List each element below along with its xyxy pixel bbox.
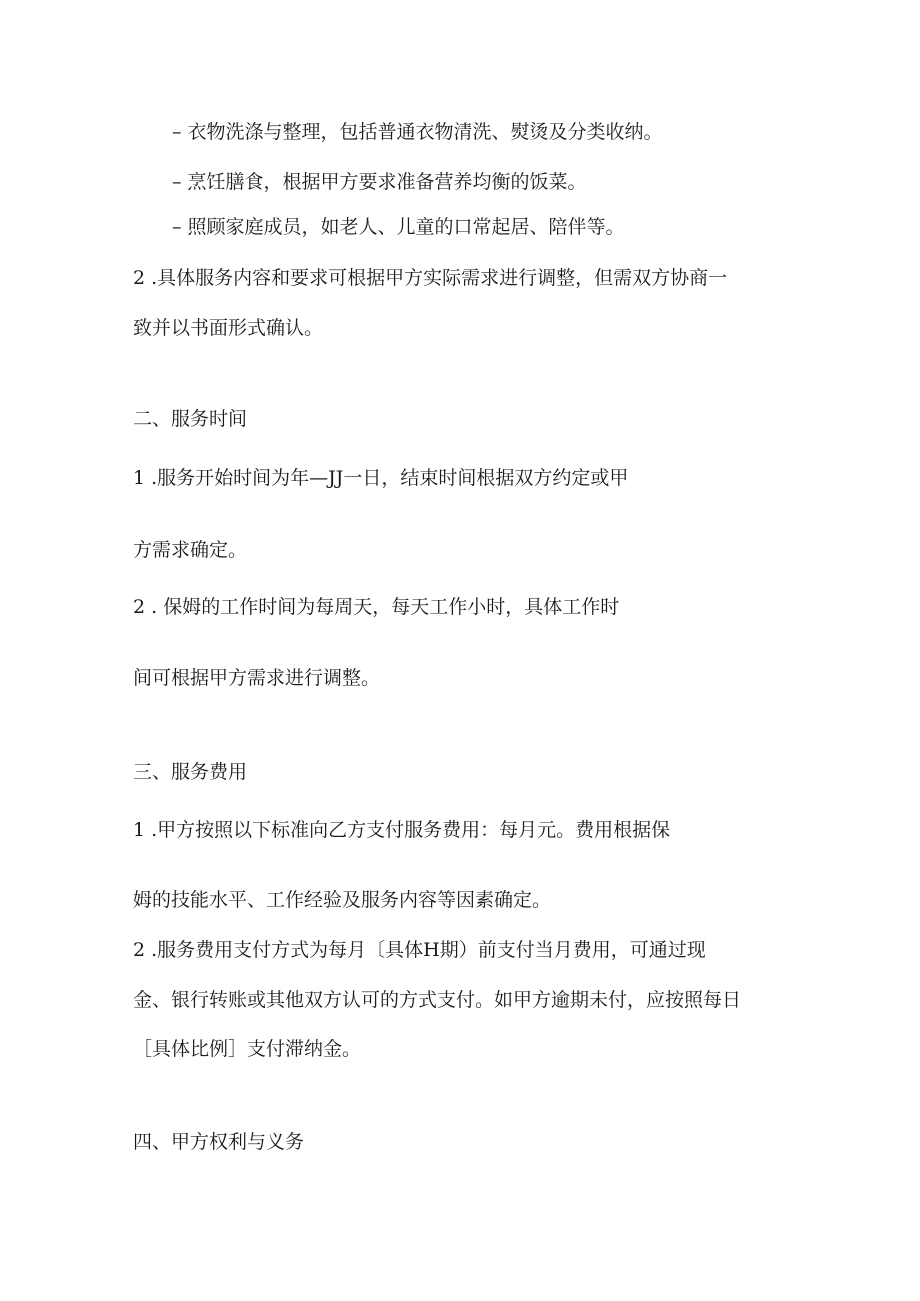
bullet-care: – 照顾家庭成员，如老人、儿童的口常起居、陪伴等。 — [172, 216, 625, 238]
section-heading-service-fee: 三、服务费用 — [133, 761, 248, 783]
paragraph-line: 2 .服务费用支付方式为每月〔具体H期）前支付当月费用，可通过现 — [133, 939, 706, 961]
paragraph-line: 姆的技能水平、工作经验及服务内容等因素确定。 — [133, 889, 552, 911]
paragraph-line: 金、银行转账或其他双方认可的方式支付。如甲方逾期未付，应按照每日 — [133, 989, 742, 1011]
bullet-cooking: – 烹饪膳食，根据甲方要求准备营养均衡的饭菜。 — [172, 171, 587, 193]
paragraph-line: 致并以书面形式确认。 — [133, 317, 324, 339]
paragraph-line: 1 .服务开始时间为年—JJ一日，结束时间根据双方约定或甲 — [133, 467, 629, 489]
paragraph-line: ［具体比例］支付滞纳金。 — [133, 1038, 362, 1060]
paragraph-line: 间可根据甲方需求进行调整。 — [133, 667, 381, 689]
paragraph-line: 方需求确定。 — [133, 539, 248, 561]
section-heading-service-time: 二、服务时间 — [133, 408, 248, 430]
paragraph-line: 1 .甲方按照以下标准向乙方支付服务费用：每月元。费用根据保 — [133, 819, 671, 841]
paragraph-line: 2 . 保姆的工作时间为每周天，每天工作小时，具体工作时 — [133, 596, 620, 618]
bullet-laundry: – 衣物洗涤与整理，包括普通衣物清洗、熨烫及分类收纳。 — [172, 121, 663, 143]
paragraph-line: 2 .具体服务内容和要求可根据甲方实际需求进行调整，但需双方协商一 — [133, 267, 728, 289]
section-heading-party-a-rights: 四、甲方权利与义务 — [133, 1131, 305, 1153]
